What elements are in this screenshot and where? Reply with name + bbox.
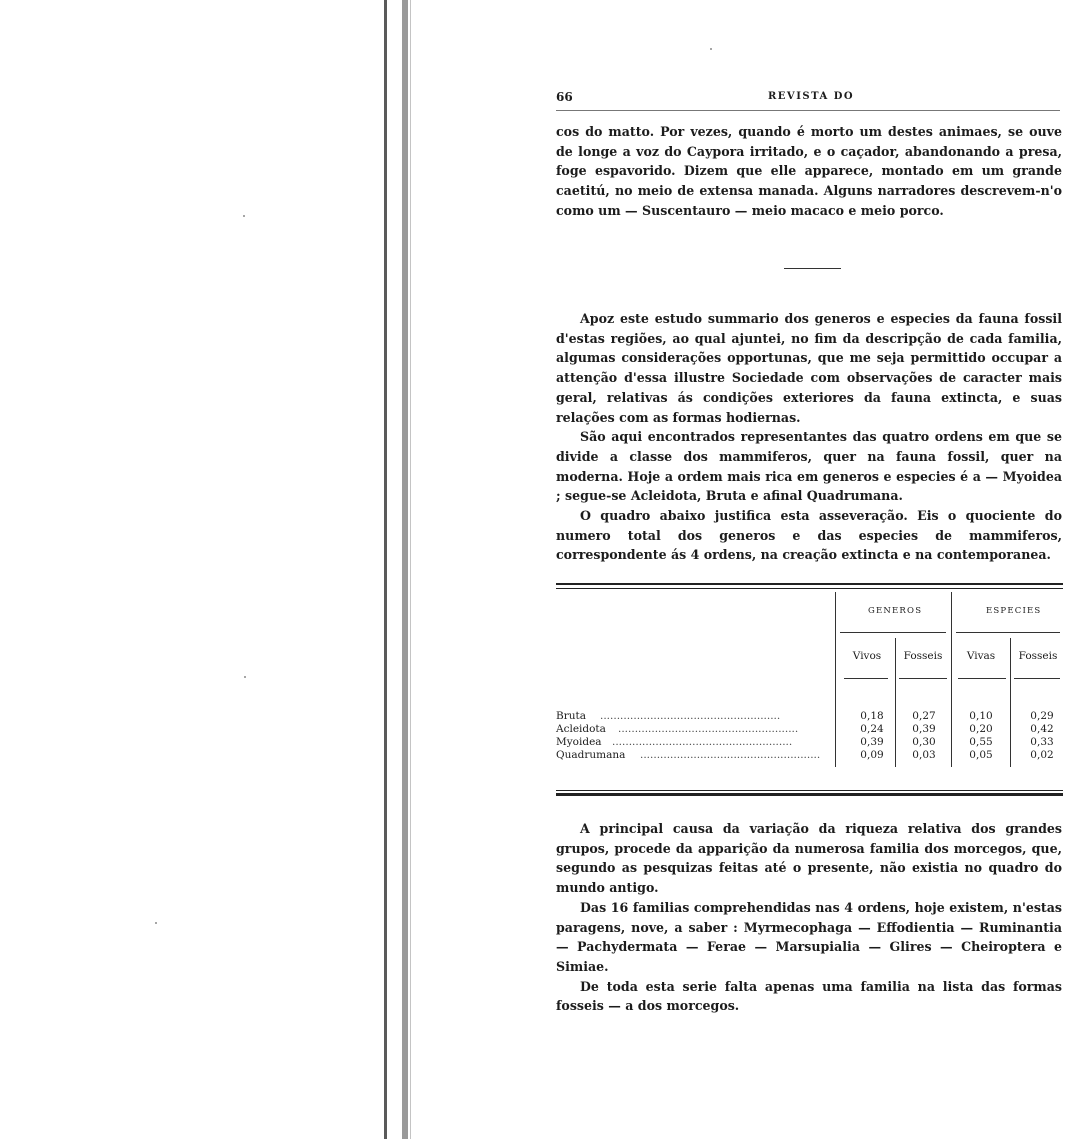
paragraph-text: São aqui encontrados representantes das quatro ordens em que se divide a classe dos mammiferos, quer na fauna fossil, quer na moderna. Hoje a ordem mais rica em generos e especies é a — Myoidea ; segue-se Acleidota, Bruta e afinal Quadrumana. bbox=[556, 429, 1062, 504]
running-head: REVISTA DO bbox=[768, 91, 855, 102]
subheader-rule bbox=[844, 678, 888, 679]
group-header: ESPECIES bbox=[986, 606, 1042, 616]
paragraph-text: cos do matto. Por vezes, quando é morto um destes animaes, se ouve de longe a voz do Caypora irritado, e o caçador, abandonando a presa, foge espavorido. Dizem que elle apparece, montado em um grande caetitú, no meio de extensa manada. Alguns narradores descrevem-n'o como um — Suscentauro — meio macaco e meio porco. bbox=[556, 124, 1062, 218]
table-cell: 0,27 bbox=[912, 710, 936, 722]
group-rule bbox=[840, 632, 946, 633]
table-cell: 0,20 bbox=[969, 723, 993, 735]
leader-dots: ...................................................... bbox=[618, 723, 799, 735]
header-rule bbox=[556, 110, 1060, 111]
table-row-label: Bruta bbox=[556, 710, 586, 722]
table-row-label: Myoidea bbox=[556, 736, 602, 748]
scan-speck bbox=[243, 215, 245, 217]
sub-header: Vivas bbox=[966, 650, 996, 662]
sub-header: Fosseis bbox=[1018, 650, 1058, 662]
table-bottom-rule bbox=[556, 790, 1063, 791]
page-number: 66 bbox=[556, 90, 573, 104]
paragraph-text: Apoz este estudo summario dos generos e especies da fauna fossil d'estas regiões, ao qual ajuntei, no fim da descripção de cada familia, algumas considerações opportunas, que me seja permittido occupar a attenção d'essa illustre Sociedade com observações de caracter mais geral, relativas ás condições exteriores da fauna extincta, e suas relações com as formas hodiernas. bbox=[556, 311, 1062, 425]
paragraph-text: O quadro abaixo justifica esta asseveração. Eis o quociente do numero total dos generos e das especies de mammiferos, correspondente ás 4 ordens, na creação extincta e na contemporanea. bbox=[556, 508, 1062, 563]
page-gutter-line bbox=[410, 0, 411, 1139]
table-cell: 0,18 bbox=[860, 710, 884, 722]
page-gutter-line bbox=[384, 0, 387, 1139]
sub-header: Fosseis bbox=[903, 650, 943, 662]
scan-speck bbox=[155, 922, 157, 924]
column-divider bbox=[835, 592, 836, 767]
text-block-bottom bbox=[556, 819, 1062, 1016]
quotient-table bbox=[556, 580, 1063, 798]
table-cell: 0,10 bbox=[969, 710, 993, 722]
table-cell: 0,05 bbox=[969, 749, 993, 761]
subheader-rule bbox=[899, 678, 947, 679]
paragraph-text: Das 16 familias comprehendidas nas 4 ordens, hoje existem, n'estas paragens, nove, a saber : Myrmecophaga — Effodientia — Ruminantia — Pachydermata — Ferae — Marsupialia — Glires — Cheiroptera e Simiae. bbox=[556, 899, 1062, 974]
table-cell: 0,24 bbox=[860, 723, 884, 735]
table-cell: 0,42 bbox=[1030, 723, 1054, 735]
table-bottom-rule bbox=[556, 793, 1063, 796]
column-divider bbox=[951, 592, 952, 767]
page-header bbox=[556, 90, 1060, 106]
table-cell: 0,02 bbox=[1030, 749, 1054, 761]
table-cell: 0,29 bbox=[1030, 710, 1054, 722]
leader-dots: ...................................................... bbox=[612, 736, 793, 748]
table-cell: 0,09 bbox=[860, 749, 884, 761]
leader-dots: ...................................................... bbox=[600, 710, 781, 722]
group-header: GENEROS bbox=[868, 606, 923, 616]
section-separator bbox=[784, 268, 841, 269]
page-gutter-line bbox=[402, 0, 408, 1139]
column-divider bbox=[1010, 638, 1011, 767]
scan-speck bbox=[710, 48, 712, 50]
paragraph-text: De toda esta serie falta apenas uma familia na lista das formas fosseis — a dos morcegos. bbox=[556, 978, 1062, 1014]
table-cell: 0,33 bbox=[1030, 736, 1054, 748]
paragraph-text: A principal causa da variação da riqueza relativa dos grandes grupos, procede da apparição da numerosa familia dos morcegos, que, segundo as pesquizas feitas até o presente, não existia no quadro do mundo antigo. bbox=[556, 821, 1062, 896]
table-top-rule bbox=[556, 583, 1063, 585]
table-cell: 0,39 bbox=[860, 736, 884, 748]
leader-dots: ...................................................... bbox=[640, 749, 821, 761]
table-top-rule bbox=[556, 588, 1063, 589]
table-cell: 0,03 bbox=[912, 749, 936, 761]
subheader-rule bbox=[958, 678, 1006, 679]
text-block-middle bbox=[556, 309, 1062, 565]
scan-speck bbox=[244, 676, 246, 678]
subheader-rule bbox=[1014, 678, 1060, 679]
table-row-label: Acleidota bbox=[556, 723, 606, 735]
table-cell: 0,30 bbox=[912, 736, 936, 748]
table-cell: 0,39 bbox=[912, 723, 936, 735]
table-cell: 0,55 bbox=[969, 736, 993, 748]
table-row-label: Quadrumana bbox=[556, 749, 626, 761]
paragraph-intro bbox=[556, 122, 1062, 221]
group-rule bbox=[956, 632, 1060, 633]
sub-header: Vivos bbox=[852, 650, 882, 662]
